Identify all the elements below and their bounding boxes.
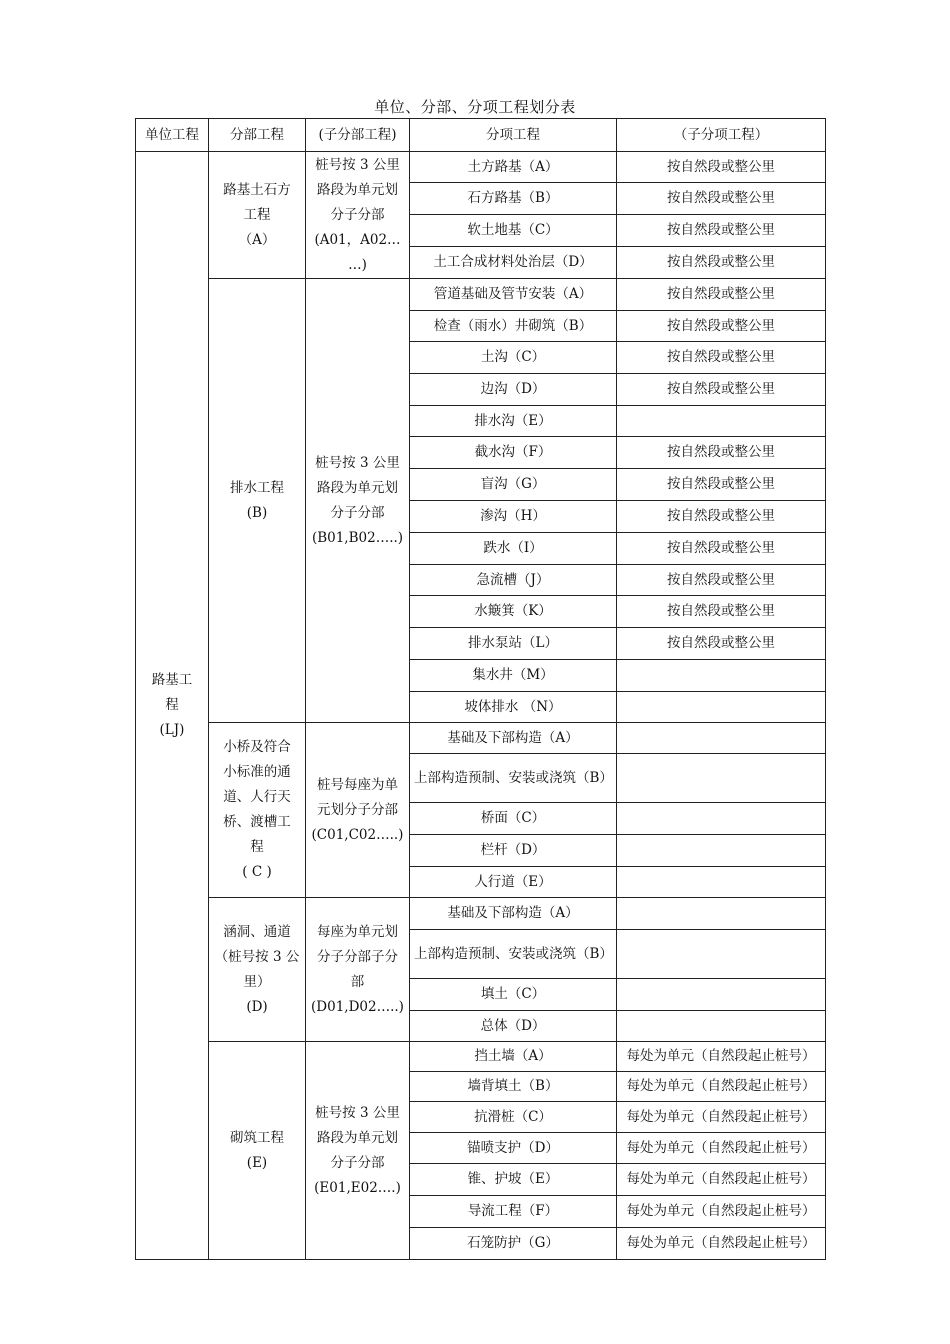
subitem-project-cell: 按自然段或整公里 <box>617 215 826 247</box>
division-project-cell-line: 小桥及符合 <box>223 739 291 755</box>
subitem-project-cell <box>617 835 826 867</box>
table-row <box>136 279 826 311</box>
subdivision-project-cell <box>306 279 410 723</box>
subitem-project-cell: 按自然段或整公里 <box>617 279 826 311</box>
division-project-cell-line: (E) <box>246 1154 268 1171</box>
subitem-project-cell: 按自然段或整公里 <box>617 152 826 183</box>
header-item: 分项工程 <box>410 119 617 152</box>
subitem-project-cell: 每处为单元（自然段起止桩号） <box>617 1072 826 1102</box>
subitem-project-cell: 按自然段或整公里 <box>617 311 826 342</box>
page-title: 单位、分部、分项工程划分表 <box>374 98 576 116</box>
subdivision-project-cell-line: 桩号按 3 公里 <box>315 454 400 471</box>
item-project-cell: 检查（雨水）井砌筑（B） <box>410 311 617 342</box>
header-unit: 单位工程 <box>136 119 209 152</box>
subdivision-project-cell-line: 桩号按 3 公里 <box>315 1104 400 1121</box>
division-project-cell-line: （桩号按 3 公 <box>214 948 300 965</box>
subdivision-project-cell <box>306 1042 410 1260</box>
subitem-project-cell: 按自然段或整公里 <box>617 533 826 565</box>
item-project-cell: 基础及下部构造（A） <box>410 898 617 930</box>
item-project-cell: 截水沟（F） <box>410 437 617 469</box>
table-row <box>136 152 826 183</box>
division-project-cell <box>209 898 306 1042</box>
subitem-project-cell <box>617 867 826 898</box>
subitem-project-cell <box>617 723 826 754</box>
subitem-project-cell: 按自然段或整公里 <box>617 374 826 406</box>
subitem-project-cell <box>617 898 826 930</box>
item-project-cell: 上部构造预制、安装或浇筑（B） <box>410 754 617 803</box>
item-project-cell: 土方路基（A） <box>410 152 617 183</box>
division-project-cell-line: (D) <box>246 998 268 1015</box>
subitem-project-cell: 按自然段或整公里 <box>617 565 826 596</box>
header-division: 分部工程 <box>209 119 306 152</box>
subdivision-project-cell-line: 路段为单元划 <box>317 1129 398 1146</box>
subitem-project-cell: 每处为单元（自然段起止桩号） <box>617 1164 826 1196</box>
subdivision-project-cell-line: 路段为单元划 <box>317 479 398 496</box>
subdivision-project-cell <box>306 723 410 898</box>
subitem-project-cell <box>617 692 826 723</box>
subdivision-project-cell-line: 桩号按 3 公里 <box>315 156 400 173</box>
item-project-cell: 石笼防护（G） <box>410 1228 617 1260</box>
subitem-project-cell: 按自然段或整公里 <box>617 501 826 533</box>
subdivision-project-cell-line: (A01，A02… <box>314 231 401 248</box>
header-subdivision: (子分部工程) <box>306 119 410 152</box>
subitem-project-cell: 按自然段或整公里 <box>617 247 826 279</box>
item-project-cell: 排水泵站（L） <box>410 628 617 660</box>
subitem-project-cell: 每处为单元（自然段起止桩号） <box>617 1228 826 1260</box>
unit-project-cell-line: 程 <box>165 697 179 713</box>
subdivision-project-cell-line: …) <box>348 256 367 273</box>
item-project-cell: 坡体排水 （N） <box>410 692 617 723</box>
item-project-cell: 盲沟（G） <box>410 469 617 501</box>
subitem-project-cell: 每处为单元（自然段起止桩号） <box>617 1196 826 1228</box>
division-project-cell-line: 道、人行天 <box>223 789 291 805</box>
unit-project-cell <box>136 152 209 1260</box>
item-project-cell: 边沟（D） <box>410 374 617 406</box>
table-row <box>136 1042 826 1072</box>
item-project-cell: 抗滑桩（C） <box>410 1102 617 1133</box>
header-subitem: （子分项工程） <box>617 119 826 152</box>
item-project-cell: 导流工程（F） <box>410 1196 617 1228</box>
division-project-cell-line: 小标准的通 <box>223 764 291 780</box>
item-project-cell: 总体（D） <box>410 1011 617 1042</box>
item-project-cell: 锥、护坡（E） <box>410 1164 617 1196</box>
subdivision-project-cell-line: (E01,E02….) <box>314 1179 401 1196</box>
subdivision-project-cell-line: (D01,D02…..) <box>311 998 404 1015</box>
division-project-cell-line: 工程 <box>243 206 271 223</box>
division-project-cell-line: （A） <box>238 231 276 248</box>
item-project-cell: 锚喷支护（D） <box>410 1133 617 1164</box>
subitem-project-cell: 按自然段或整公里 <box>617 437 826 469</box>
item-project-cell: 上部构造预制、安装或浇筑（B） <box>410 930 617 979</box>
item-project-cell: 土工合成材料处治层（D） <box>410 247 617 279</box>
division-project-cell-line: 桥、渡槽工 <box>223 814 291 830</box>
subitem-project-cell <box>617 660 826 692</box>
item-project-cell: 石方路基（B） <box>410 183 617 215</box>
table-row <box>136 723 826 754</box>
division-project-cell-line: ( C ) <box>242 864 272 880</box>
item-project-cell: 栏杆（D） <box>410 835 617 867</box>
subdivision-project-cell-line: 部 <box>350 973 365 990</box>
division-project-cell <box>209 1042 306 1260</box>
division-project-cell-line: 砌筑工程 <box>230 1129 284 1146</box>
subdivision-project-cell-line: (B01,B02…..) <box>311 529 404 546</box>
division-table <box>135 118 826 1260</box>
subitem-project-cell: 每处为单元（自然段起止桩号） <box>617 1102 826 1133</box>
subitem-project-cell: 每处为单元（自然段起止桩号） <box>617 1042 826 1072</box>
division-project-cell-line: (B) <box>246 504 268 521</box>
item-project-cell: 人行道（E） <box>410 867 617 898</box>
subdivision-project-cell-line: 分子分部 <box>330 1154 385 1171</box>
subdivision-project-cell-line: 分子分部子分 <box>317 948 398 965</box>
item-project-cell: 管道基础及管节安装（A） <box>410 279 617 311</box>
division-project-cell-line: 里） <box>243 973 271 990</box>
item-project-cell: 土沟（C） <box>410 342 617 374</box>
division-project-cell <box>209 279 306 723</box>
item-project-cell: 基础及下部构造（A） <box>410 723 617 754</box>
division-project-cell-line: 排水工程 <box>230 479 284 496</box>
division-project-cell-line: 涵洞、通道 <box>223 923 291 940</box>
subitem-project-cell: 每处为单元（自然段起止桩号） <box>617 1133 826 1164</box>
subdivision-project-cell <box>306 152 410 279</box>
subitem-project-cell: 按自然段或整公里 <box>617 183 826 215</box>
item-project-cell: 墙背填土（B） <box>410 1072 617 1102</box>
item-project-cell: 挡土墙（A） <box>410 1042 617 1072</box>
table-row <box>136 898 826 930</box>
subdivision-project-cell-line: 路段为单元划 <box>317 181 398 198</box>
header-row <box>136 119 826 152</box>
item-project-cell: 排水沟（E） <box>410 406 617 437</box>
subdivision-project-cell-line: 每座为单元划 <box>317 923 398 940</box>
subitem-project-cell <box>617 803 826 835</box>
subitem-project-cell: 按自然段或整公里 <box>617 469 826 501</box>
subitem-project-cell: 按自然段或整公里 <box>617 628 826 660</box>
item-project-cell: 渗沟（H） <box>410 501 617 533</box>
division-project-cell-line: 路基土石方 <box>223 181 291 198</box>
subitem-project-cell <box>617 930 826 979</box>
subdivision-project-cell-line: (C01,C02…..) <box>311 826 404 843</box>
subdivision-project-cell-line: 元划分子分部 <box>317 801 398 818</box>
subdivision-project-cell-line: 桩号每座为单 <box>317 776 398 793</box>
unit-project-cell-line: (LJ) <box>159 722 185 738</box>
item-project-cell: 填土（C） <box>410 979 617 1011</box>
subitem-project-cell <box>617 754 826 803</box>
item-project-cell: 急流槽（J） <box>410 565 617 596</box>
item-project-cell: 水簸箕（K） <box>410 596 617 628</box>
subitem-project-cell: 按自然段或整公里 <box>617 596 826 628</box>
subitem-project-cell: 按自然段或整公里 <box>617 342 826 374</box>
subdivision-project-cell-line: 分子分部 <box>330 206 385 223</box>
division-project-cell <box>209 152 306 279</box>
item-project-cell: 跌水（I） <box>410 533 617 565</box>
subdivision-project-cell-line: 分子分部 <box>330 504 385 521</box>
item-project-cell: 集水井（M） <box>410 660 617 692</box>
division-project-cell-line: 程 <box>250 839 264 855</box>
subitem-project-cell <box>617 979 826 1011</box>
subitem-project-cell <box>617 1011 826 1042</box>
unit-project-cell-line: 路基工 <box>151 672 193 688</box>
subdivision-project-cell <box>306 898 410 1042</box>
subitem-project-cell <box>617 406 826 437</box>
division-project-cell <box>209 723 306 898</box>
item-project-cell: 软土地基（C） <box>410 215 617 247</box>
item-project-cell: 桥面（C） <box>410 803 617 835</box>
